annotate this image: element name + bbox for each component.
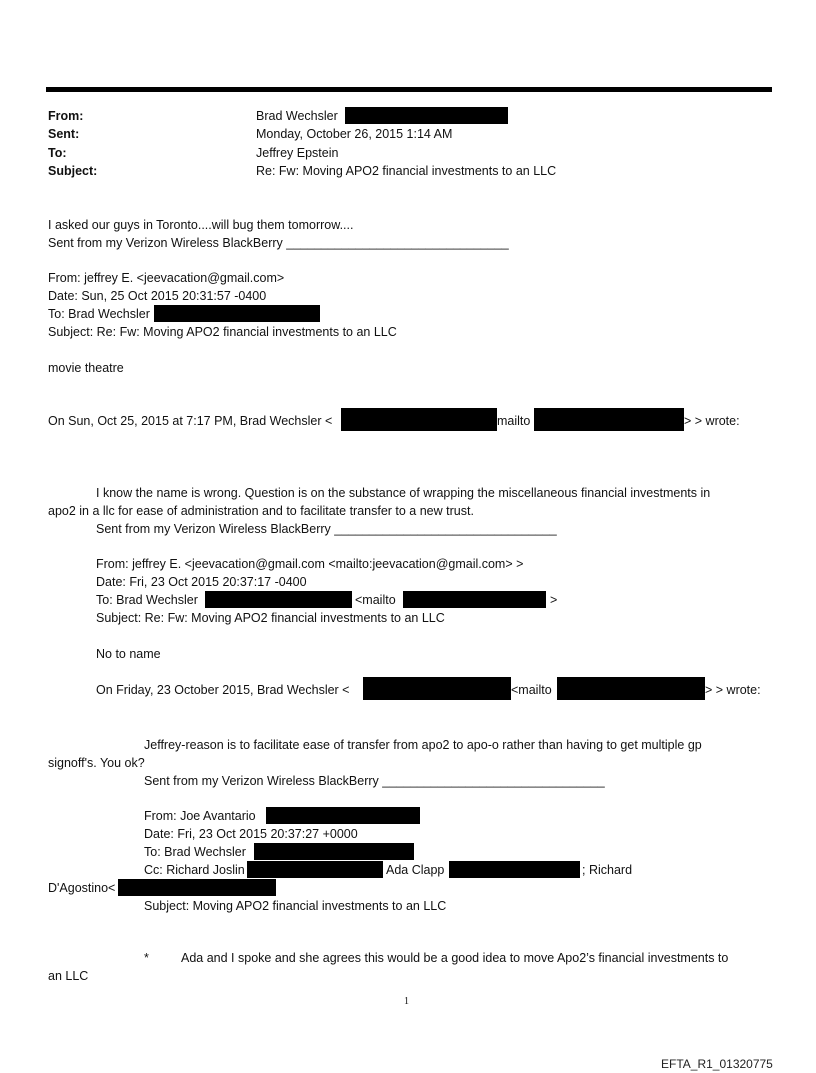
page-number: 1 bbox=[404, 996, 409, 1007]
redaction-bar bbox=[266, 807, 420, 824]
msg4-on-prefix: On Friday, 23 October 2015, Brad Wechsler < bbox=[96, 683, 350, 697]
msg5-line1: Jeffrey-reason is to facilitate ease of transfer from apo2 to apo-o rather than having to get multiple gp bbox=[144, 738, 702, 752]
msg6-cc-richard: ; Richard bbox=[582, 863, 633, 877]
redaction-bar bbox=[345, 107, 508, 124]
msg2-on-mailto: mailto bbox=[497, 414, 531, 428]
msg4-to-suffix: > bbox=[550, 593, 558, 607]
to-label: To: bbox=[48, 146, 67, 160]
msg6-cc-prefix: Cc: Richard Joslin bbox=[144, 863, 245, 877]
msg2-to: To: Brad Wechsler bbox=[48, 307, 150, 321]
msg6-subject: Subject: Moving APO2 financial investments to an LLC bbox=[144, 899, 447, 913]
msg4-to-mailto: <mailto bbox=[355, 593, 396, 607]
msg2-on-prefix: On Sun, Oct 25, 2015 at 7:17 PM, Brad Wechsler < bbox=[48, 414, 333, 428]
redaction-bar bbox=[254, 843, 414, 860]
redaction-bar bbox=[205, 591, 352, 608]
msg4-from: From: jeffrey E. <jeevacation@gmail.com <mailto:jeevacation@gmail.com> > bbox=[96, 557, 524, 571]
redaction-bar bbox=[247, 861, 383, 878]
bullet-line2: an LLC bbox=[48, 969, 89, 983]
msg1-sent-line: Sent from my Verizon Wireless BlackBerry ________________________________ bbox=[48, 236, 509, 250]
msg2-subject: Subject: Re: Fw: Moving APO2 financial investments to an LLC bbox=[48, 325, 397, 339]
msg3-line2: apo2 in a llc for ease of administration and to facilitate transfer to a new trust. bbox=[48, 504, 474, 518]
redaction-bar bbox=[403, 591, 546, 608]
redaction-bar bbox=[557, 677, 705, 700]
msg5-line2: signoff's. You ok? bbox=[48, 756, 145, 770]
from-label: From: bbox=[48, 109, 84, 123]
document-id: EFTA_R1_01320775 bbox=[661, 1057, 773, 1071]
msg6-from: From: Joe Avantario bbox=[144, 809, 256, 823]
redaction-bar bbox=[534, 408, 684, 431]
msg6-date: Date: Fri, 23 Oct 2015 20:37:27 +0000 bbox=[144, 827, 358, 841]
top-rule bbox=[46, 87, 772, 92]
bullet-line1: Ada and I spoke and she agrees this would be a good idea to move Apo2’s financial investments to bbox=[181, 951, 729, 965]
bullet-marker: * bbox=[144, 951, 149, 965]
to-value: Jeffrey Epstein bbox=[256, 146, 339, 160]
msg1-line1: I asked our guys in Toronto....will bug them tomorrow.... bbox=[48, 218, 354, 232]
msg2-body: movie theatre bbox=[48, 361, 124, 375]
redaction-bar bbox=[118, 879, 276, 896]
subject-value: Re: Fw: Moving APO2 financial investments to an LLC bbox=[256, 164, 557, 178]
msg4-to-prefix: To: Brad Wechsler bbox=[96, 593, 198, 607]
msg2-date: Date: Sun, 25 Oct 2015 20:31:57 -0400 bbox=[48, 289, 267, 303]
msg3-line1: I know the name is wrong. Question is on the substance of wrapping the miscellaneous financial investments in bbox=[96, 486, 711, 500]
redaction-bar bbox=[449, 861, 580, 878]
redaction-bar bbox=[363, 677, 511, 700]
redaction-bar bbox=[154, 305, 320, 322]
msg2-from: From: jeffrey E. <jeevacation@gmail.com> bbox=[48, 271, 285, 285]
from-value: Brad Wechsler bbox=[256, 109, 338, 123]
msg4-body: No to name bbox=[96, 647, 161, 661]
subject-label: Subject: bbox=[48, 164, 98, 178]
msg4-date: Date: Fri, 23 Oct 2015 20:37:17 -0400 bbox=[96, 575, 307, 589]
msg4-on-mailto: <mailto bbox=[511, 683, 552, 697]
redaction-bar bbox=[341, 408, 497, 431]
sent-label: Sent: bbox=[48, 127, 80, 141]
sent-value: Monday, October 26, 2015 1:14 AM bbox=[256, 127, 453, 141]
msg6-to: To: Brad Wechsler bbox=[144, 845, 246, 859]
msg3-sent-line: Sent from my Verizon Wireless BlackBerry ________________________________ bbox=[96, 522, 557, 536]
msg6-cc-line2: D'Agostino< bbox=[48, 881, 116, 895]
msg4-on-suffix: > > wrote: bbox=[705, 683, 761, 697]
msg6-cc-ada: Ada Clapp bbox=[386, 863, 445, 877]
msg4-subject: Subject: Re: Fw: Moving APO2 financial investments to an LLC bbox=[96, 611, 445, 625]
msg2-on-suffix: > > wrote: bbox=[684, 414, 740, 428]
msg5-sent-line: Sent from my Verizon Wireless BlackBerry ________________________________ bbox=[144, 774, 605, 788]
